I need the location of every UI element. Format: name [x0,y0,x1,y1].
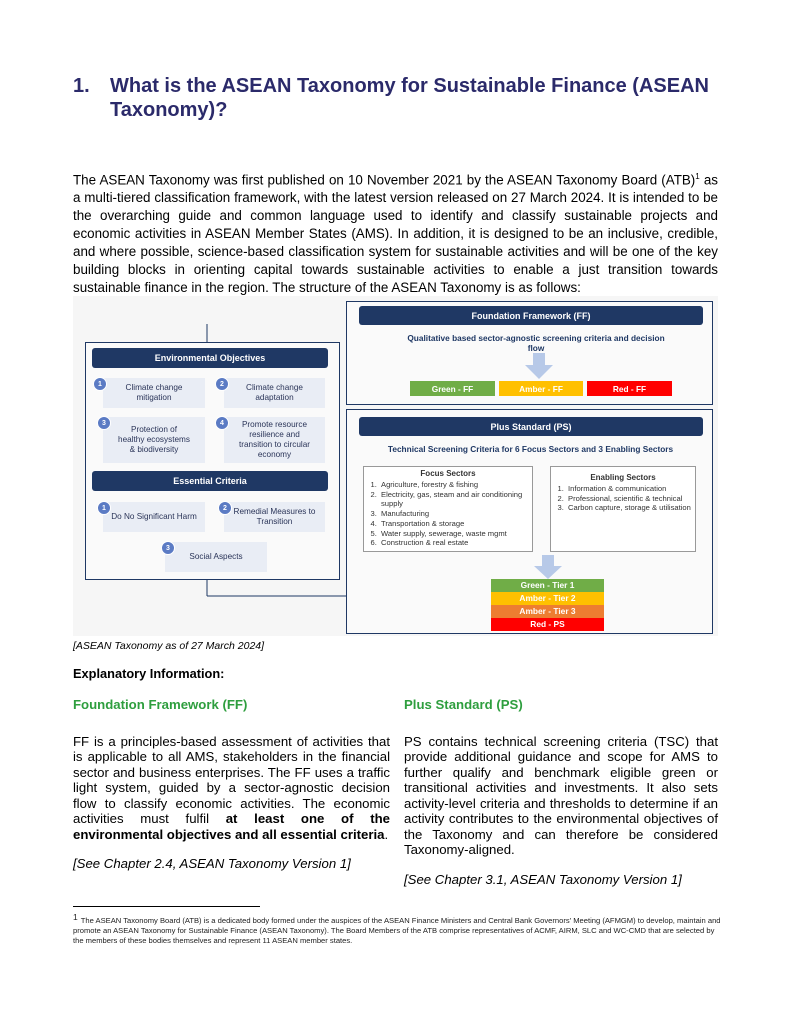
essential-criterion-2-badge: 2 [218,501,232,515]
env-objective-1 [103,378,205,408]
essential-criterion-1-badge: 1 [97,501,111,515]
focus-sectors-list [379,480,532,548]
essential-criterion-1 [103,502,205,532]
essential-criterion-3-label: Social Aspects [189,552,243,561]
intro-paragraph [73,168,718,297]
enabling-sector-item: 1. Information & communication [566,484,695,494]
tier-amber-2: Amber - Tier 2 [491,592,604,605]
footnote-reference[interactable]: 1 [695,172,700,181]
env-objective-3-label: Protection of healthy ecosystems & biodiversity [118,425,190,454]
ff-outcome-red: Red - FF [587,381,672,396]
essential-criteria-title: Essential Criteria [92,471,328,491]
env-objective-2 [224,378,325,408]
footnote-divider [73,906,260,907]
footnote [73,912,723,947]
env-objective-2-badge: 2 [215,377,229,391]
tier-red-ps: Red - PS [491,618,604,631]
essential-criterion-2 [224,502,325,532]
ff-outcome-green: Green - FF [410,381,495,396]
focus-sector-item: 2. Electricity, gas, steam and air conditioning supply [379,490,532,509]
ff-body-bold: at least one of the environmental objectives and all essential criteria [73,811,390,842]
env-objective-3-badge: 3 [97,416,111,430]
ps-column-body: PS contains technical screening criteria (TSC) that provide additional guidance and scope for AMS to further qualify and benchmark eligible green or transitional activities and investments. It also sets activity-level criteria and thresholds to determine if an activity contributes to the environmental objectives of the Taxonomy and can therefore be considered Taxonomy-aligned. [404,733,718,857]
ps-title: Plus Standard (PS) [359,417,703,436]
focus-sectors-box [363,466,533,552]
focus-sector-item: 4. Transportation & storage [379,519,532,529]
ff-body-end: . [384,826,389,842]
taxonomy-structure-diagram [73,296,718,636]
ff-column-reference: [See Chapter 2.4, ASEAN Taxonomy Version 1] [73,856,351,871]
enabling-sector-item: 3. Carbon capture, storage & utilisation [566,503,695,513]
focus-sector-item: 3. Manufacturing [379,509,532,519]
env-objective-4-badge: 4 [215,416,229,430]
essential-criterion-1-label: Do No Significant Harm [111,512,197,521]
footnote-text: The ASEAN Taxonomy Board (ATB) is a dedicated body formed under the auspices of the ASEAN Finance Ministers and Central Bank Governors' Meeting (AFMGM) to develop, maintain and promote an ASEAN Taxonomy for Sustainable Finance (ASEAN Taxonomy). The Board Members of the ATB comprise representatives of ACMF, AIRM, SLC and WC-CMD that are selected by the members of these bodies themselves and represent 11 ASEAN member states. [73,916,721,946]
env-objective-1-badge: 1 [93,377,107,391]
ff-body-text: FF is a principles-based assessment of activities that is applicable to all AMS, stakeholders in the financial sector and business enterprises. The FF uses a traffic light system, guided by a sector-agnostic decision flow to classify economic activities. The economic activities must fulfil [73,733,390,826]
ps-column-reference: [See Chapter 3.1, ASEAN Taxonomy Version 1] [404,871,682,887]
footnote-marker: 1 [73,912,78,922]
env-objective-2-label: Climate change adaptation [246,383,303,402]
explanatory-heading: Explanatory Information: [73,666,225,681]
essential-criterion-2-label: Remedial Measures to Transition [233,507,316,526]
tier-green-1: Green - Tier 1 [491,579,604,592]
ff-down-arrow-icon [525,353,553,379]
essential-criterion-3 [165,542,267,572]
ps-column-heading: Plus Standard (PS) [404,697,523,712]
focus-sectors-title: Focus Sectors [420,469,476,478]
enabling-sectors-title: Enabling Sectors [590,473,656,482]
enabling-sector-item: 2. Professional, scientific & technical [566,494,695,504]
tier-stack [491,579,604,631]
ff-column-body [73,734,390,843]
ps-down-arrow-icon [534,555,562,579]
diagram-caption: [ASEAN Taxonomy as of 27 March 2024] [73,640,265,652]
ps-column [404,697,718,887]
ff-outcome-amber: Amber - FF [499,381,583,396]
ff-title: Foundation Framework (FF) [359,306,703,325]
intro-text-1: The ASEAN Taxonomy was first published on 10 November 2021 by the ASEAN Taxonomy Board (ATB) [73,172,696,188]
env-objective-4 [224,417,325,463]
ff-subtitle: Qualitative based sector-agnostic screening criteria and decision flow [407,333,665,353]
intro-text-2: as a multi-tiered classification framework, with the latest version released on 27 March 2024. It is intended to be the overarching guide and common language used to identify and classify sustainable projects and economic activities in ASEAN Member States (AMS). In addition, it is designed to be an inclusive, credible, and where possible, science-based classification system for sustainable activities and will be one of the key building blocks in orienting capital towards sustainable activities to enable a just transition towards sustainable finance in the region. The structure of the ASEAN Taxonomy is as follows: [73,172,718,296]
env-objective-4-label: Promote resource resilience and transition to circular economy [239,420,310,459]
env-objective-1-label: Climate change mitigation [125,383,183,402]
enabling-sectors-list [566,484,695,513]
ps-subtitle: Technical Screening Criteria for 6 Focus Sectors and 3 Enabling Sectors [387,444,674,454]
enabling-sectors-box [550,466,696,552]
focus-sector-item: 5. Water supply, sewerage, waste mgmt [379,529,532,539]
ff-column [73,697,390,872]
essential-criterion-3-badge: 3 [161,541,175,555]
env-objective-3 [103,417,205,463]
tier-amber-3: Amber - Tier 3 [491,605,604,618]
focus-sector-item: 6. Construction & real estate [379,538,532,548]
ff-column-heading: Foundation Framework (FF) [73,697,248,712]
section-number: 1. [73,75,90,97]
focus-sector-item: 1. Agriculture, forestry & fishing [379,480,532,490]
env-objectives-title: Environmental Objectives [92,348,328,368]
section-title: What is the ASEAN Taxonomy for Sustainable Finance (ASEAN Taxonomy)? [110,75,709,121]
